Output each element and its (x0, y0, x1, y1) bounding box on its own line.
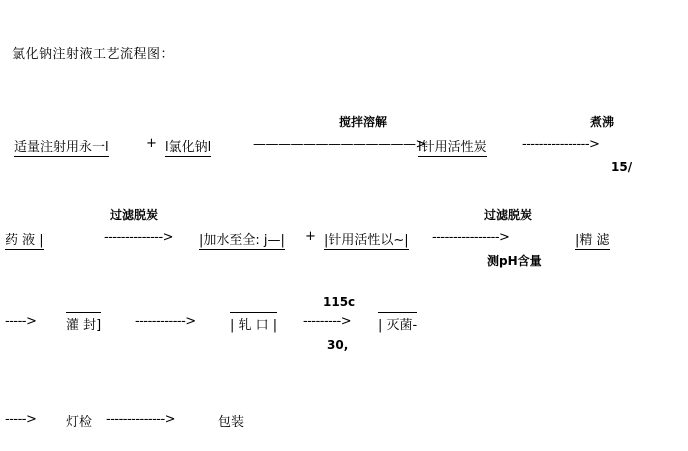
label-ph-test: 测pH含量 (487, 254, 542, 268)
label-filter-decarbon-1: 过滤脱炭 (110, 208, 159, 222)
page-title: 氯化钠注射液工艺流程图： (12, 47, 175, 62)
step-liquid-medicine: 药 液 | (5, 229, 44, 250)
arrow-5: -----> (5, 314, 37, 329)
step-rolling-mouth: | 轧 口 | (230, 312, 277, 333)
step-packaging: 包装 (218, 415, 245, 430)
label-boil: 煮沸 (590, 115, 615, 129)
arrow-8: -----> (5, 412, 37, 427)
step-fine-filter: |精 滤 (575, 229, 610, 250)
plus-1: + (146, 136, 157, 151)
arrow-2: ----------------> (522, 137, 600, 152)
step-injection-water: 适量注射用永一l (14, 136, 109, 157)
step-carbon-again: |针用活性以~| (324, 229, 409, 250)
label-15: 15/ (611, 160, 633, 174)
step-sodium-chloride: l氯化钠l (165, 136, 211, 157)
arrow-7: ---------> (303, 314, 352, 329)
arrow-3: --------------> (104, 230, 174, 245)
step-lamp-inspection: 灯检 (66, 415, 93, 430)
step-sterilize: | 灭菌- (378, 312, 417, 333)
label-stir-dissolve: 搅拌溶解 (339, 115, 388, 129)
step-activated-carbon: l针用活性炭 (418, 136, 487, 157)
label-115c: 115c (323, 295, 356, 309)
arrow-9: --------------> (106, 412, 176, 427)
arrow-4: ----------------> (432, 230, 510, 245)
step-filling-sealing: 灌 封] (66, 312, 101, 333)
arrow-6: ------------> (135, 314, 196, 329)
plus-2: + (305, 229, 316, 244)
arrow-1: —————————————> (253, 137, 426, 152)
step-add-water: |加水至全: j—| (199, 229, 285, 250)
label-filter-decarbon-2: 过滤脱炭 (484, 208, 533, 222)
label-30: 30, (327, 338, 349, 352)
